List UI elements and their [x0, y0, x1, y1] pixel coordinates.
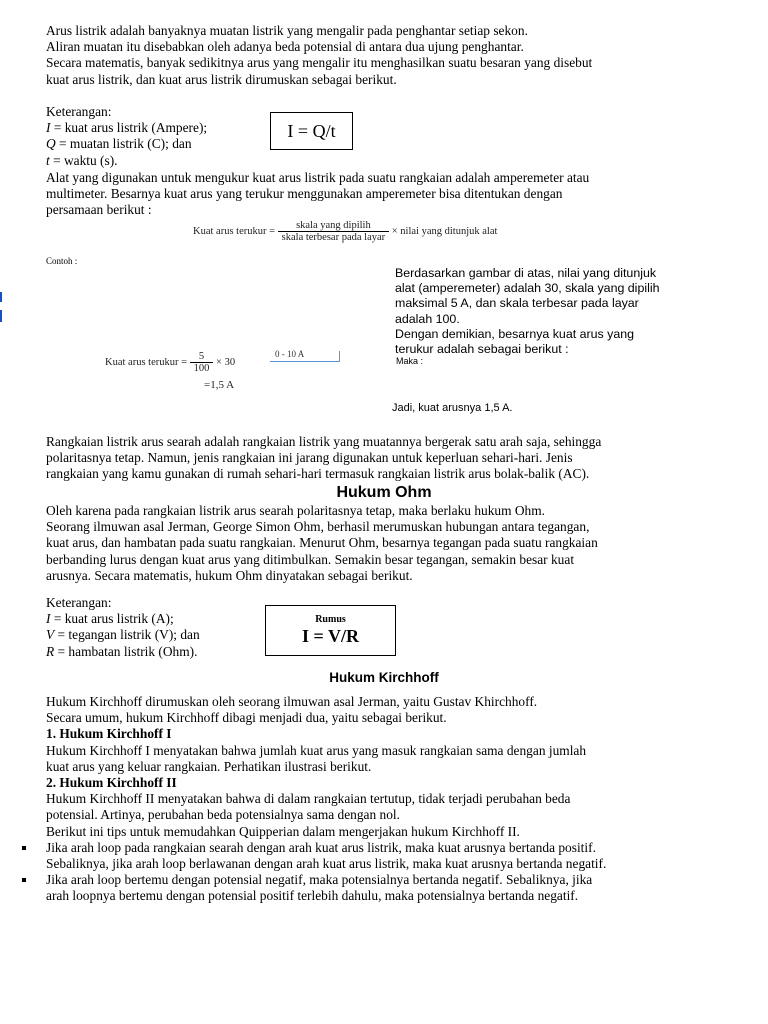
text-line: alat (amperemeter) adalah 30, skala yang dipilih: [395, 281, 660, 296]
symbol: V: [46, 627, 55, 643]
text-line: Aliran muatan itu disebabkan oleh adanya beda potensial di antara dua ujung penghantar.: [46, 39, 524, 55]
text-line: Berdasarkan gambar di atas, nilai yang ditunjuk: [395, 266, 657, 280]
definition: = muatan listrik (C); dan: [55, 136, 192, 152]
symbol: I: [46, 120, 51, 136]
ohm-paragraph: [46, 503, 598, 584]
text-line: Berikut ini tips untuk memudahkan Quipperian dalam mengerjakan hukum Kirchhoff II.: [46, 823, 520, 839]
definition: = kuat arus listrik (A);: [50, 611, 174, 627]
range-label: 0 - 10 A: [275, 349, 305, 359]
list-item: [46, 840, 606, 872]
symbol: t: [46, 152, 50, 168]
text-line: arah loopnya bertemu dengan potensial positif terlebih dahulu, maka potensialnya bertanda negatif.: [46, 888, 579, 904]
dc-paragraph: [46, 434, 601, 483]
text-line: kuat arus yang keluar rangkaian. Perhatikan ilustrasi berikut.: [46, 758, 372, 774]
subheading-kirchhoff-1: 1. Hukum Kirchhoff I: [46, 726, 172, 742]
text-line: Secara umum, hukum Kirchhoff dibagi menjadi dua, yaitu sebagai berikut.: [46, 710, 447, 726]
example-conclusion: Jadi, kuat arusnya 1,5 A.: [392, 402, 513, 414]
keterangan-heading: Keterangan:: [46, 104, 112, 119]
example-explanation: [395, 266, 659, 357]
subheading-kirchhoff-2: 2. Hukum Kirchhoff II: [46, 775, 177, 791]
calc-lhs: Kuat arus terukur =: [105, 357, 188, 368]
calc-numerator: 5: [190, 351, 214, 363]
keterangan-current: [46, 104, 207, 169]
text-line: berbanding lurus dengan kuat arus yang ditimbulkan. Semakin besar tegangan, semakin besar kuat: [46, 551, 575, 567]
equation-denominator: skala terbesar pada layar: [281, 232, 386, 243]
tips-list: [46, 840, 606, 905]
text-line: kuat arus, dan hambatan pada suatu rangkaian. Menurut Ohm, besarnya tegangan pada suatu rangkaian: [46, 535, 598, 551]
list-item: [46, 872, 606, 904]
equation-rhs: × nilai yang ditunjuk alat: [391, 226, 498, 237]
definition: = waktu (s).: [49, 152, 118, 168]
text-line: persamaan berikut :: [46, 202, 152, 218]
text-line: Hukum Kirchhoff I menyatakan bahwa jumlah kuat arus yang masuk rangkaian sama dengan jumlah: [46, 742, 587, 758]
text-line: Oleh karena pada rangkaian listrik arus searah polaritasnya tetap, maka berlaku hukum Ohm.: [46, 503, 545, 518]
section-title-kirchhoff: Hukum Kirchhoff: [329, 670, 439, 685]
calc-rhs: × 30: [216, 357, 236, 368]
bullet-icon: [22, 878, 26, 882]
text-line: adalah 100.: [395, 311, 460, 326]
text-line: Jika arah loop bertemu dengan potensial negatif, maka potensialnya bertanda negatif. Sebaliknya, jika: [46, 872, 593, 888]
ammeter-paragraph: [46, 170, 589, 219]
bullet-icon: [22, 846, 26, 850]
keterangan-item: [46, 644, 200, 660]
calc-result: =1,5 A: [204, 379, 235, 391]
example-calculation: [105, 351, 235, 374]
text-line: potensial. Artinya, perubahan beda potensialnya sama dengan nol.: [46, 807, 401, 823]
text-line: arusnya. Secara matematis, hukum Ohm dinyatakan sebagai berikut.: [46, 567, 413, 583]
range-bracket: [339, 351, 340, 362]
text-line: Arus listrik adalah banyaknya muatan listrik yang mengalir pada penghantar setiap sekon.: [46, 23, 528, 38]
text-line: rangkaian yang kamu gunakan di rumah sehari-hari termasuk rangkaian listrik arus bolak-balik (AC).: [46, 466, 590, 482]
symbol: Q: [46, 136, 56, 152]
text-line: Alat yang digunakan untuk mengukur kuat arus listrik pada suatu rangkaian adalah amperemeter atau: [46, 170, 590, 185]
text-line: Sebaliknya, jika arah loop berlawanan dengan arah kuat arus listrik, maka kuat arusnya bertanda negatif.: [46, 856, 607, 872]
text-line: maksimal 5 A, dan skala terbesar pada layar: [395, 296, 639, 311]
text-line: Rangkaian listrik arus searah adalah rangkaian listrik yang muatannya bergerak satu arah saja, sehingga: [46, 434, 602, 449]
intro-paragraph: [46, 23, 592, 88]
calc-fraction: [190, 351, 214, 374]
maka-label: Maka :: [396, 356, 424, 366]
formula-box-current: [270, 112, 353, 150]
text-line: polaritasnya tetap. Namun, jenis rangkaian ini jarang digunakan untuk keperluan sehari-hari. Jenis: [46, 450, 573, 466]
text-line: Hukum Kirchhoff dirumuskan oleh seorang ilmuwan asal Jerman, yaitu Gustav Khirchhoff.: [46, 694, 538, 709]
keterangan-item: [46, 136, 207, 152]
formula-label: Rumus: [315, 614, 346, 625]
example-label: Contoh :: [46, 256, 78, 266]
formula-ohm: I = V/R: [302, 626, 359, 646]
text-line: kuat arus listrik, dan kuat arus listrik dirumuskan sebagai berikut.: [46, 71, 397, 87]
definition: = tegangan listrik (V); dan: [54, 627, 200, 643]
keterangan-item: [46, 120, 207, 136]
ammeter-equation: [193, 220, 497, 243]
formula-box-ohm: [265, 605, 396, 656]
text-line: Jika arah loop pada rangkaian searah dengan arah kuat arus listrik, maka kuat arusnya bertanda positif.: [46, 839, 596, 855]
keterangan-heading: Keterangan:: [46, 595, 112, 610]
formula-current: I = Q/t: [287, 121, 336, 141]
kirchhoff-section: [46, 694, 606, 905]
definition: = hambatan listrik (Ohm).: [54, 643, 198, 659]
calc-denominator: 100: [193, 363, 210, 374]
range-underline: [270, 361, 340, 362]
keterangan-ohm: [46, 595, 200, 660]
symbol: I: [46, 611, 51, 627]
keterangan-item: [46, 611, 200, 627]
keterangan-item: [46, 627, 200, 643]
text-line: multimeter. Besarnya kuat arus yang terukur menggunakan amperemeter bisa ditentukan dengan: [46, 186, 563, 202]
text-line: Hukum Kirchhoff II menyatakan bahwa di dalam rangkaian tertutup, tidak terjadi perubahan beda: [46, 791, 571, 807]
definition: = kuat arus listrik (Ampere);: [50, 120, 208, 136]
section-title-ohm: Hukum Ohm: [336, 484, 432, 501]
equation-lhs: Kuat arus terukur =: [193, 226, 276, 237]
page-edge-mark: [0, 310, 2, 322]
text-line: Dengan demikian, besarnya kuat arus yang: [395, 326, 635, 341]
text-line: Seorang ilmuwan asal Jerman, George Simon Ohm, berhasil merumuskan hubungan antara tegangan,: [46, 519, 590, 535]
symbol: R: [46, 643, 55, 659]
equation-fraction: [278, 220, 389, 243]
text-line: terukur adalah sebagai berikut :: [395, 342, 569, 357]
page-edge-mark: [0, 292, 2, 302]
equation-numerator: skala yang dipilih: [278, 220, 389, 232]
keterangan-item: [46, 153, 207, 169]
text-line: Secara matematis, banyak sedikitnya arus yang mengalir itu menghasilkan suatu besaran yang disebut: [46, 55, 593, 71]
